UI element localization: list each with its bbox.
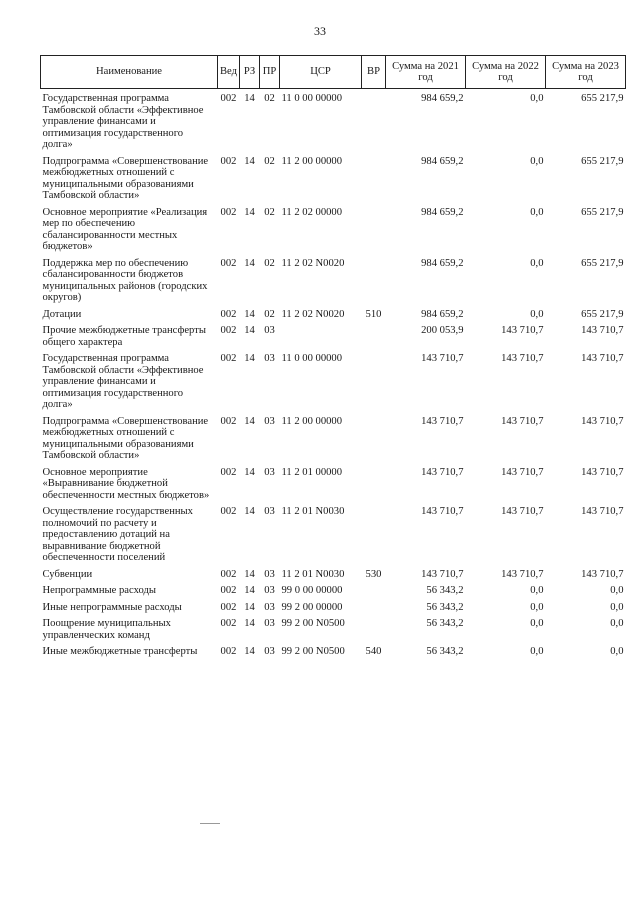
row-name: Основное мероприятие «Реализация мер по обеспечению сбалансированности местных бюджетов» <box>42 206 208 252</box>
row-csr: 99 2 00 N0500 <box>281 646 345 657</box>
row-rz: 14 <box>244 585 255 596</box>
row-rz: 14 <box>244 618 255 629</box>
row-ved: 002 <box>220 466 237 478</box>
row-vr <box>362 321 386 349</box>
table-header <box>41 56 626 89</box>
row-sum-2021: 143 710,7 <box>421 353 464 364</box>
row-vr <box>362 203 386 254</box>
row-name: Подпрограмма «Совершенствование межбюджетных отношений с муниципальными образованиями Тамбовской области» <box>42 415 209 461</box>
row-csr: 11 0 00 00000 <box>281 93 343 104</box>
table-row <box>41 254 626 305</box>
row-ved: 002 <box>220 325 237 336</box>
row-sum-2023: 143 710,7 <box>581 568 624 580</box>
header-sum-2021: Сумма на 2021 год <box>386 56 466 89</box>
table-row <box>41 412 626 463</box>
header-pr: ПР <box>260 56 280 89</box>
row-sum-2023: 0,0 <box>610 585 624 596</box>
row-vr: 530 <box>365 568 382 580</box>
row-sum-2022: 143 710,7 <box>501 568 544 580</box>
row-pr: 03 <box>264 601 275 613</box>
row-sum-2022: 0,0 <box>530 308 544 320</box>
row-rz: 14 <box>244 506 255 517</box>
row-pr: 03 <box>264 585 275 596</box>
table-row <box>41 349 626 412</box>
table-row <box>41 598 626 615</box>
row-csr: 99 2 00 N0500 <box>281 618 345 629</box>
row-csr: 11 2 01 00000 <box>281 466 343 478</box>
row-pr: 03 <box>264 646 275 657</box>
row-name: Субвенции <box>42 568 93 580</box>
row-pr: 03 <box>264 568 275 580</box>
row-name: Иные межбюджетные трансферты <box>42 646 198 657</box>
row-sum-2021: 984 659,2 <box>421 308 464 320</box>
row-csr: 11 2 02 00000 <box>281 206 343 218</box>
row-rz: 14 <box>244 257 255 269</box>
row-vr <box>362 349 386 412</box>
row-sum-2021: 143 710,7 <box>421 568 464 580</box>
table-row <box>41 89 626 152</box>
row-vr <box>362 614 386 642</box>
row-sum-2022: 143 710,7 <box>501 415 544 427</box>
row-sum-2023: 655 217,9 <box>581 308 624 320</box>
row-sum-2021: 984 659,2 <box>421 155 464 167</box>
row-csr: 11 2 02 N0020 <box>281 257 345 269</box>
row-sum-2023: 143 710,7 <box>581 353 624 364</box>
table-row <box>41 581 626 598</box>
header-rz: РЗ <box>240 56 260 89</box>
table-row <box>41 463 626 503</box>
row-ved: 002 <box>220 308 237 320</box>
row-name: Непрограммные расходы <box>42 585 156 596</box>
row-ved: 002 <box>220 646 237 657</box>
row-sum-2021: 200 053,9 <box>421 325 464 336</box>
row-ved: 002 <box>220 353 237 364</box>
row-sum-2023: 0,0 <box>610 618 624 629</box>
row-pr: 02 <box>264 206 275 218</box>
row-name: Осуществление государственных полномочий по расчету и предоставлению дотаций на выравнивание бюджетной обеспеченности поселений <box>42 506 193 563</box>
row-sum-2022: 0,0 <box>530 93 544 104</box>
row-ved: 002 <box>220 415 237 427</box>
header-csr: ЦСР <box>280 56 362 89</box>
row-vr: 510 <box>365 308 382 320</box>
row-vr: 540 <box>365 646 382 657</box>
row-ved: 002 <box>220 155 237 167</box>
row-name: Иные непрограммные расходы <box>42 601 182 613</box>
row-csr <box>280 321 362 349</box>
budget-table <box>40 55 626 659</box>
row-sum-2022: 0,0 <box>530 618 544 629</box>
row-vr <box>362 502 386 565</box>
row-ved: 002 <box>220 585 237 596</box>
row-sum-2023: 655 217,9 <box>581 93 624 104</box>
row-ved: 002 <box>220 206 237 218</box>
row-name: Прочие межбюджетные трансферты общего характера <box>42 325 206 348</box>
row-rz: 14 <box>244 308 255 320</box>
row-sum-2023: 143 710,7 <box>581 415 624 427</box>
row-sum-2022: 0,0 <box>530 646 544 657</box>
header-sum-2023: Сумма на 2023 год <box>546 56 626 89</box>
row-name: Государственная программа Тамбовской области «Эффективное управление финансами и оптимизация государственного долга» <box>42 93 204 150</box>
row-sum-2021: 56 343,2 <box>426 618 464 629</box>
row-sum-2022: 143 710,7 <box>501 325 544 336</box>
row-pr: 03 <box>264 466 275 478</box>
row-name: Дотации <box>42 308 82 320</box>
row-csr: 11 2 00 00000 <box>281 415 343 427</box>
row-sum-2022: 143 710,7 <box>501 466 544 478</box>
table-row <box>41 642 626 659</box>
row-ved: 002 <box>220 601 237 613</box>
page-number: 33 <box>314 24 326 38</box>
table-row <box>41 305 626 322</box>
row-vr <box>362 152 386 203</box>
row-sum-2021: 984 659,2 <box>421 257 464 269</box>
row-sum-2021: 143 710,7 <box>421 466 464 478</box>
row-ved: 002 <box>220 618 237 629</box>
row-pr: 03 <box>264 506 275 517</box>
row-csr: 11 2 00 00000 <box>281 155 343 167</box>
row-vr <box>362 89 386 152</box>
row-sum-2023: 143 710,7 <box>581 466 624 478</box>
row-sum-2023: 0,0 <box>610 646 624 657</box>
row-ved: 002 <box>220 506 237 517</box>
row-rz: 14 <box>244 353 255 364</box>
row-sum-2021: 56 343,2 <box>426 646 464 657</box>
table-row <box>41 203 626 254</box>
row-name: Поощрение муниципальных управленческих команд <box>42 618 171 641</box>
table-row <box>41 321 626 349</box>
row-sum-2021: 984 659,2 <box>421 206 464 218</box>
row-rz: 14 <box>244 601 255 613</box>
row-name: Подпрограмма «Совершенствование межбюджетных отношений с муниципальными образованиями Тамбовской области» <box>42 155 209 201</box>
table-row <box>41 614 626 642</box>
row-csr: 99 2 00 00000 <box>281 601 343 613</box>
row-sum-2022: 0,0 <box>530 155 544 167</box>
row-sum-2021: 143 710,7 <box>421 506 464 517</box>
row-csr: 99 0 00 00000 <box>281 585 343 596</box>
row-csr: 11 2 01 N0030 <box>281 568 345 580</box>
row-pr: 03 <box>264 353 275 364</box>
row-vr <box>362 598 386 615</box>
row-sum-2022: 0,0 <box>530 601 544 613</box>
row-rz: 14 <box>244 646 255 657</box>
row-rz: 14 <box>244 325 255 336</box>
row-name: Основное мероприятие «Выравнивание бюджетной обеспеченности местных бюджетов» <box>42 466 210 501</box>
row-sum-2022: 143 710,7 <box>501 506 544 517</box>
header-ved: Вед <box>218 56 240 89</box>
row-pr: 03 <box>264 618 275 629</box>
row-sum-2022: 143 710,7 <box>501 353 544 364</box>
row-pr: 03 <box>264 325 275 336</box>
row-ved: 002 <box>220 93 237 104</box>
row-vr <box>362 463 386 503</box>
row-sum-2021: 143 710,7 <box>421 415 464 427</box>
row-vr <box>362 254 386 305</box>
row-name: Поддержка мер по обеспечению сбалансированности бюджетов муниципальных районов (городских округов) <box>42 257 208 303</box>
row-ved: 002 <box>220 568 237 580</box>
row-sum-2023: 655 217,9 <box>581 155 624 167</box>
row-pr: 02 <box>264 257 275 269</box>
row-ved: 002 <box>220 257 237 269</box>
row-pr: 02 <box>264 308 275 320</box>
row-sum-2023: 143 710,7 <box>581 506 624 517</box>
header-sum-2022: Сумма на 2022 год <box>466 56 546 89</box>
row-sum-2023: 655 217,9 <box>581 257 624 269</box>
row-sum-2023: 0,0 <box>610 601 624 613</box>
table-row <box>41 502 626 565</box>
row-vr <box>362 581 386 598</box>
table-row <box>41 565 626 582</box>
row-name: Государственная программа Тамбовской области «Эффективное управление финансами и оптимизация государственного долга» <box>42 353 204 410</box>
row-rz: 14 <box>244 568 255 580</box>
row-csr: 11 2 02 N0020 <box>281 308 345 320</box>
row-sum-2021: 56 343,2 <box>426 601 464 613</box>
row-sum-2023: 143 710,7 <box>581 325 624 336</box>
row-rz: 14 <box>244 415 255 427</box>
row-rz: 14 <box>244 155 255 167</box>
row-sum-2023: 655 217,9 <box>581 206 624 218</box>
row-sum-2021: 984 659,2 <box>421 93 464 104</box>
row-vr <box>362 412 386 463</box>
row-rz: 14 <box>244 93 255 104</box>
row-sum-2021: 56 343,2 <box>426 585 464 596</box>
header-vr: ВР <box>362 56 386 89</box>
row-rz: 14 <box>244 206 255 218</box>
row-csr: 11 0 00 00000 <box>281 353 343 364</box>
table-row <box>41 152 626 203</box>
scan-mark <box>200 823 220 824</box>
row-rz: 14 <box>244 466 255 478</box>
row-sum-2022: 0,0 <box>530 206 544 218</box>
row-pr: 02 <box>264 93 275 104</box>
row-sum-2022: 0,0 <box>530 257 544 269</box>
header-name: Наименование <box>41 56 218 89</box>
row-csr: 11 2 01 N0030 <box>281 506 345 517</box>
row-pr: 02 <box>264 155 275 167</box>
row-sum-2022: 0,0 <box>530 585 544 596</box>
row-pr: 03 <box>264 415 275 427</box>
